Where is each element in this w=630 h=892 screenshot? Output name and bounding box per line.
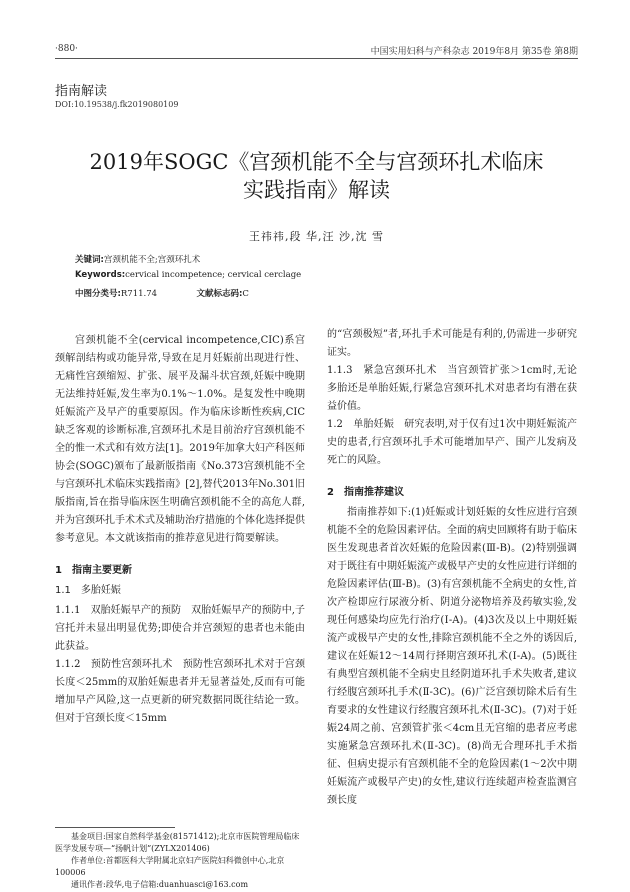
header-rule [55,58,578,59]
footnote-affiliation: 作者单位:首都医科大学附属北京妇产医院妇科微创中心,北京 100006 [55,856,285,877]
right-column [327,326,577,810]
keywords-en-label: Keywords: [75,270,126,280]
paragraph-1-1-3: 1.1.3 紧急宫颈环扎术 当宫颈管扩张＞1cm时,无论多胎还是单胎妊娠,行紧急宫颈环扎术对患者均有潜在获益价值。 [327,365,577,412]
doc-code-value: C [242,289,249,299]
heading-2: 2 指南推荐建议 [327,487,404,498]
title-line-1: 2019年SOGC《宫颈机能不全与宫颈环扎术临床 [89,150,544,174]
keywords-cn-label: 关键词: [75,255,104,265]
heading-1-1: 1.1 多胎妊娠 [55,585,121,596]
intro-paragraph: 宫颈机能不全(cervical incompetence,CIC)系宫颈解剖结构或功能异常,导致在足月妊娠前出现进行性、无痛性宫颈缩短、扩张、展平及漏斗状宫颈,妊娠中晚期无法维持妊娠,发生率为0.1%～1.0%。是复发性中晚期妊娠流产及早产的重要原因。作为临床诊断性疾病,CIC缺乏客观的诊断标准,宫颈环扎术是目前治疗宫颈机能不全的惟一术式和有效方法[1]。2019年加拿大妇产科医师协会(SOGC)颁布了最新版指南《No.373宫颈机能不全与宫颈环扎术临床实践指南》[2],替代2013年No.301旧版指南,旨在指导临床医生明确宫颈机能不全的高危人群,并为宫颈环扎手术术式及辅助治疗措施的个体化选择提供参考意见。本文就该指南的推荐意见进行简要解读。 [55,335,305,544]
classification-label: 中图分类号: [75,289,121,299]
section-label: 指南解读 [55,84,108,99]
doi: DOI:10.19538/j.fk2019080109 [55,100,179,109]
footnote-fund: 基金项目:国家自然科学基金(81571412);北京市医院管理局临床医学发展专项—“扬帆计划”(ZYLX201406) [55,832,300,853]
left-column [55,332,305,728]
footnote-rule [55,827,175,828]
classification-value: R711.74 [120,289,158,299]
authors: 王祎祎,段 华,汪 沙,沈 雪 [249,230,384,243]
keywords-cn-value: 宫颈机能不全;宫颈环扎术 [103,255,201,265]
paragraph-1-1-2: 1.1.2 预防性宫颈环扎术 预防性宫颈环扎术对于宫颈长度＜25mm的双胎妊娠患者并无显著益处,反而有可能增加早产风险,这一点更新的研究数据同既往结论一致。但对于宫颈长度＜15mm [55,659,305,724]
footnote-corresponding: 通讯作者:段华,电子信箱:duanhuasci@163.com [71,880,249,889]
heading-1: 1 指南主要更新 [55,565,132,576]
paragraph-1-2: 1.2 单胎妊娠 研究表明,对于仅有过1次中期妊娠流产史的患者,行宫颈环扎手术可能增加早产、围产儿发病及死亡的风险。 [327,419,577,466]
keywords-en [75,270,301,280]
continued-paragraph: 的“宫颈极短”者,环扎手术可能是有利的,仍需进一步研究证实。 [327,329,577,358]
keywords-cn [75,253,200,265]
article-title [55,148,578,204]
journal-header: 中国实用妇科与产科杂志 2019年8月 第35卷 第8期 [370,47,578,57]
paragraph-2: 指南推荐如下:(1)妊娠或计划妊娠的女性应进行宫颈机能不全的危险因素评估。全面的病史回顾将有助于临床医生发现患者首次妊娠的危险因素(Ⅲ-B)。(2)特别强调对于既往有中期妊娠流产或极早产史的女性应进行详细的危险因素评估(Ⅲ-B)。(3)有宫颈机能不全病史的女性,首次产检即应行尿液分析、阴道分泌物培养及药敏实验,发现任何感染均应先行治疗(Ⅰ-A)。(4)3次及以上中期妊娠流产或极早产史的女性,排除宫颈机能不全之外的诱因后,建议在妊娠12～14周行择期宫颈环扎术(Ⅰ-A)。(5)既往有典型宫颈机能不全病史且经阴道环扎手术失败者,建议行经腹宫颈环扎手术(Ⅱ-3C)。(6)广泛宫颈切除术后有生育要求的女性建议行经腹宫颈环扎术(Ⅱ-3C)。(7)对于妊娠24周之前、宫颈管扩张＜4cm且无宫缩的患者应考虑实施紧急宫颈环扎术(Ⅱ-3C)。(8)尚无合理环扎手术指征、但病史提示有宫颈机能不全的危险因素(1～2次中期妊娠流产或极早产史)的女性,建议行连续超声检查监测宫颈长度 [327,507,577,806]
page-number: ·880· [55,44,78,54]
paragraph-1-1-1: 1.1.1 双胎妊娠早产的预防 双胎妊娠早产的预防中,子宫托并未显出明显优势;即使合并宫颈短的患者也未能由此获益。 [55,605,305,652]
keywords-en-value: cervical incompetence; cervical cerclage [125,270,302,280]
title-line-2: 实践指南》解读 [243,178,390,202]
doc-code-label: 文献标志码: [196,289,243,299]
footnotes [55,831,305,891]
classification [75,287,249,299]
